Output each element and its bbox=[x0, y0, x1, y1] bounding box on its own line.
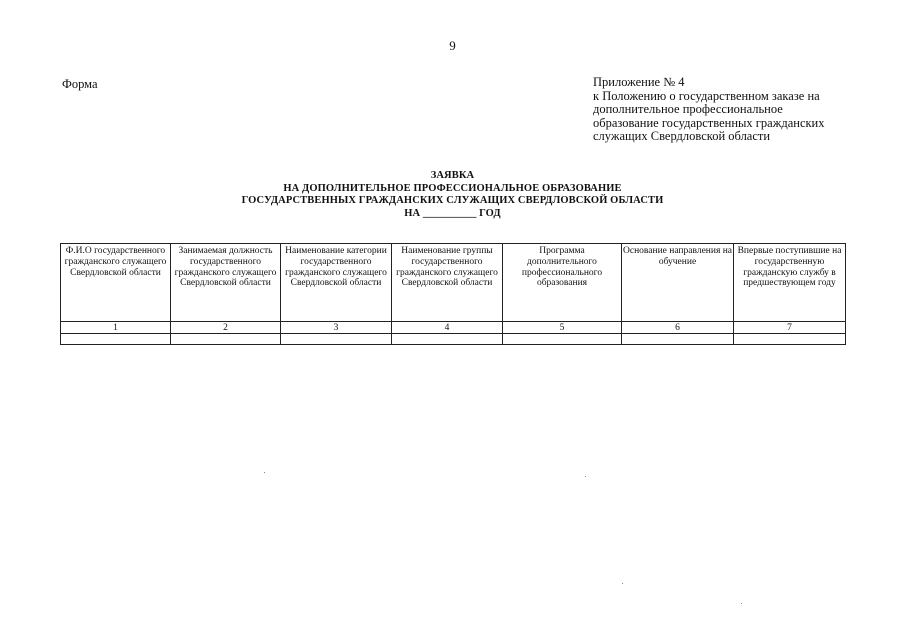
request-title-line: НА __________ ГОД bbox=[404, 207, 501, 219]
appendix-line: к Положению о государственном заказе на bbox=[593, 88, 820, 103]
header-position: Занимаемая должность государственного гражданского служащего Свердловской области bbox=[171, 244, 281, 322]
header-group: Наименование группы государственного гражданского служащего Свердловской области bbox=[392, 244, 503, 322]
request-title bbox=[0, 170, 905, 220]
form-label: Форма bbox=[62, 77, 98, 91]
column-number: 3 bbox=[281, 322, 392, 334]
header-first-entry: Впервые поступившие на государственную гражданскую службу в предшествующем году bbox=[734, 244, 846, 322]
table-cell bbox=[171, 334, 281, 345]
scan-speck bbox=[585, 476, 586, 477]
column-number: 2 bbox=[171, 322, 281, 334]
table-cell bbox=[392, 334, 503, 345]
request-title-line: ЗАЯВКА bbox=[430, 170, 475, 181]
column-number: 1 bbox=[61, 322, 171, 334]
appendix-line: образование государственных гражданских bbox=[593, 115, 825, 130]
request-title-line: НА ДОПОЛНИТЕЛЬНОЕ ПРОФЕССИОНАЛЬНОЕ ОБРАЗОВАНИЕ bbox=[283, 182, 622, 194]
appendix-line: дополнительное профессиональное bbox=[593, 102, 783, 116]
table-row bbox=[61, 334, 846, 345]
scan-speck bbox=[264, 472, 265, 473]
column-number: 7 bbox=[734, 322, 846, 334]
scan-speck bbox=[622, 583, 623, 584]
header-basis: Основание направления на обучение bbox=[622, 244, 734, 322]
header-program: Программа дополнительного профессионального образования bbox=[503, 244, 622, 322]
scan-speck bbox=[741, 603, 742, 604]
table-cell bbox=[61, 334, 171, 345]
table-cell bbox=[734, 334, 846, 345]
table-header-row bbox=[61, 244, 846, 322]
page-number: 9 bbox=[449, 38, 456, 53]
column-number-row bbox=[61, 322, 846, 334]
table-cell bbox=[503, 334, 622, 345]
header-category: Наименование категории государственного гражданского служащего Свердловской области bbox=[281, 244, 392, 322]
column-number: 6 bbox=[622, 322, 734, 334]
request-table bbox=[60, 243, 846, 345]
table-cell bbox=[281, 334, 392, 345]
header-full-name: Ф.И.О государственного гражданского служащего Свердловской области bbox=[61, 244, 171, 322]
appendix-reference bbox=[593, 76, 883, 144]
table-cell bbox=[622, 334, 734, 345]
request-title-line: ГОСУДАРСТВЕННЫХ ГРАЖДАНСКИХ СЛУЖАЩИХ СВЕРДЛОВСКОЙ ОБЛАСТИ bbox=[241, 195, 664, 206]
column-number: 4 bbox=[392, 322, 503, 334]
column-number: 5 bbox=[503, 322, 622, 334]
appendix-line: служащих Свердловской области bbox=[593, 129, 771, 143]
appendix-line: Приложение № 4 bbox=[593, 75, 685, 89]
